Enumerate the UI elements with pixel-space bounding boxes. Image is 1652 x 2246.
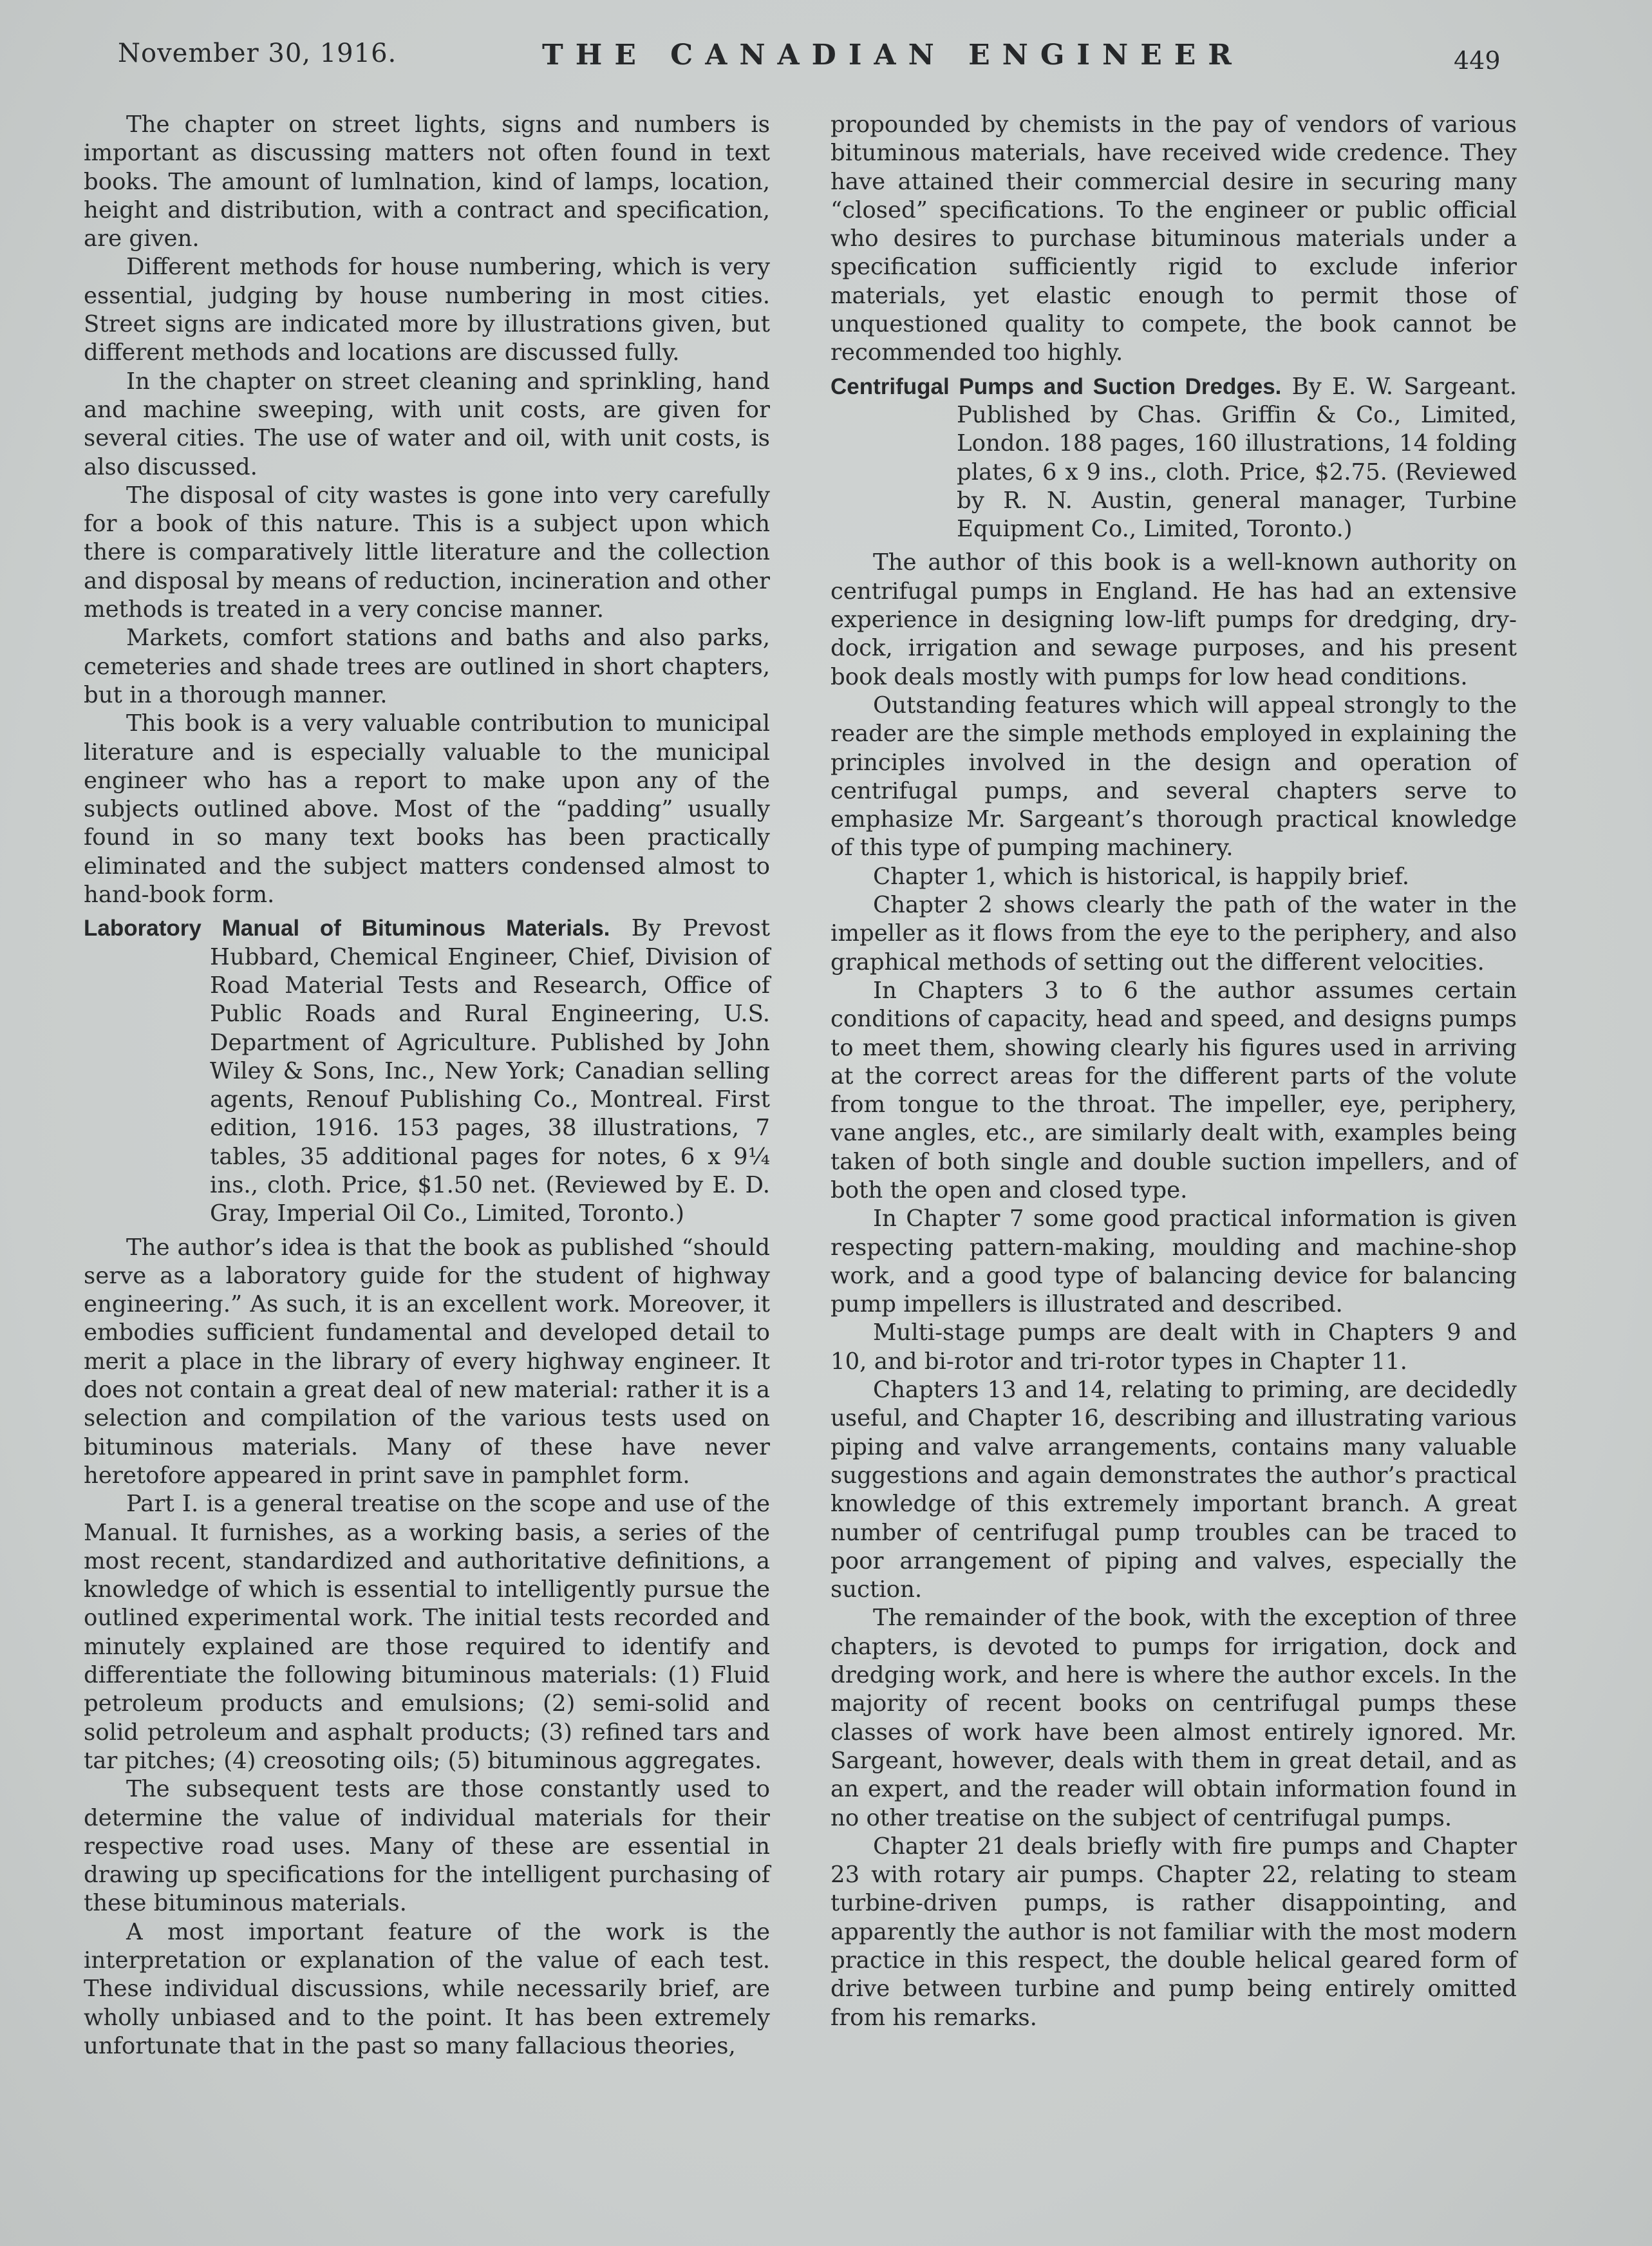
left-column [84,111,770,2061]
paragraph: The author of this book is a well-known authority on centrifugal pumps in England. He has had an extensive experience in designing low-lift pumps for dredging, dry-dock, irrigation and sewage purposes, and his present book deals mostly with pumps for low head conditions. [831,549,1517,690]
paragraph: Chapter 21 deals briefly with fire pumps and Chapter 23 with rotary air pumps. Chapter 22, relating to steam turbine-driven pumps, is rather disappointing, and apparently the author is not familiar with the most modern practice in this respect, the double helical geared form of drive between turbine and pump being entirely omitted from his remarks. [831,1833,1517,2031]
paragraph: Different methods for house numbering, which is very essential, judging by house numbering in most cities. Street signs are indicated more by illustrations given, but different methods and locations are discussed fully. [84,254,770,366]
paragraph: Outstanding features which will appeal strongly to the reader are the simple methods employed in explaining the principles involved in the design and operation of centrifugal pumps, and several chapters serve to emphasize Mr. Sargeant’s thorough practical knowledge of this type of pumping machinery. [831,692,1517,862]
paragraph: In the chapter on street cleaning and sprinkling, hand and machine sweeping, with unit costs, are given for several cities. The use of water and oil, with unit costs, is also discussed. [84,368,770,480]
book-review-heading [84,914,770,1228]
paragraph: Markets, comfort stations and baths and also parks, cemeteries and shade trees are outlined in short chapters, but in a thorough manner. [84,625,770,708]
book-title: Centrifugal Pumps and Suction Dredges. [831,373,1282,399]
paragraph: A most important feature of the work is the interpretation or explanation of the value of each test. These individual discussions, while necessarily brief, are wholly unbiased and to the point. It has been extremely unfortunate that in the past so many fallacious theories, [84,1918,770,2059]
paragraph: The author’s idea is that the book as published “should serve as a laboratory guide for the student of highway engineering.” As such, it is an excellent work. Moreover, it embodies sufficient fundamental and developed detail to merit a place in the library of every highway engineer. It does not contain a great deal of new material: rather it is a selection and compilation of the various tests used on bituminous materials. Many of these have never heretofore appeared in print save in pamphlet form. [84,1234,770,1489]
book-details: By Prevost Hubbard, Chemical Engineer, Chief, Division of Road Material Tests and Research, Office of Public Roads and Rural Engineering, U.S. Department of Agriculture. Published by John Wiley & Sons, Inc., New York; Canadian selling agents, Renouf Publishing Co., Montreal. First edition, 1916. 153 pages, 38 illustrations, 7 tables, 35 additional pages for notes, 6 x 9¼ ins., cloth. Price, $1.50 net. (Reviewed by E. D. Gray, Imperial Oil Co., Limited, Toronto.) [210,915,770,1227]
paragraph: Part I. is a general treatise on the scope and use of the Manual. It furnishes, as a working basis, a series of the most recent, standardized and authoritative definitions, a knowledge of which is essential to intelligently pursue the outlined experimental work. The initial tests recorded and minutely explained are those required to identify and differentiate the following bituminous materials: (1) Fluid petroleum products and emulsions; (2) semi-solid and solid petroleum and asphalt products; (3) refined tars and tar pitches; (4) creosoting oils; (5) bituminous aggregates. [84,1491,770,1774]
page-number: 449 [1454,46,1501,75]
paragraph: Chapters 13 and 14, relating to priming, are decidedly useful, and Chapter 16, describing and illustrating various piping and valve arrangements, contains many valuable suggestions and again demonstrates the author’s practical knowledge of this extremely important branch. A great number of centrifugal pump troubles can be traced to poor arrangement of piping and valves, especially the suction. [831,1377,1517,1603]
book-details: By E. W. Sargeant. Published by Chas. Griffin & Co., Limited, London. 188 pages, 160 illustrations, 14 folding plates, 6 x 9 ins., cloth. Price, $2.75. (Reviewed by R. N. Austin, general manager, Turbine Equipment Co., Limited, Toronto.) [957,373,1517,543]
running-header [0,36,1652,81]
paragraph: Chapter 1, which is historical, is happily brief. [873,863,1410,890]
right-column [831,111,1517,2032]
paragraph: The subsequent tests are those constantly used to determine the value of individual materials for their respective road uses. Many of these are essential in drawing up specifications for the intelligent purchasing of these bituminous materials. [84,1776,770,1917]
paragraph: Multi-stage pumps are dealt with in Chapters 9 and 10, and bi-rotor and tri-rotor types in Chapter 11. [831,1319,1517,1375]
paragraph-continued: propounded by chemists in the pay of vendors of various bituminous materials, have received wide credence. They have attained their commercial desire in securing many “closed” specifications. To the engineer or public official who desires to purchase bituminous materials under a specification sufficiently rigid to exclude inferior materials, yet elastic enough to permit those of unquestioned quality to compete, the book cannot be recommended too highly. [831,111,1517,366]
paragraph: Chapter 2 shows clearly the path of the water in the impeller as it flows from the eye to the periphery, and also graphical methods of setting out the different velocities. [831,892,1517,976]
journal-title: THE CANADIAN ENGINEER [542,39,1244,71]
paragraph: The chapter on street lights, signs and numbers is important as discussing matters not often found in text books. The amount of lumlnation, kind of lamps, location, height and distribution, with a contract and specification, are given. [84,111,770,252]
book-title: Laboratory Manual of Bituminous Materials. [84,916,610,941]
paragraph: In Chapters 3 to 6 the author assumes certain conditions of capacity, head and speed, and designs pumps to meet them, showing clearly his figures used in arriving at the correct areas for the different parts of the volute from tongue to the throat. The impeller, eye, periphery, vane angles, etc., are similarly dealt with, examples being taken of both single and double suction impellers, and of both the open and closed type. [831,977,1517,1203]
paragraph: In Chapter 7 some good practical information is given respecting pattern-making, moulding and machine-shop work, and a good type of balancing device for balancing pump impellers is illustrated and described. [831,1205,1517,1318]
paragraph: The remainder of the book, with the exception of three chapters, is devoted to pumps for irrigation, dock and dredging work, and here is where the author excels. In the majority of recent books on centrifugal pumps these classes of work have been almost entirely ignored. Mr. Sargeant, however, deals with them in great detail, and as an expert, and the reader will obtain information found in no other treatise on the subject of centrifugal pumps. [831,1605,1517,1831]
paragraph: This book is a very valuable contribution to municipal literature and is especially valuable to the municipal engineer who has a report to make upon any of the subjects outlined above. Most of the “padding” usually found in so many text books has been practically eliminated and the subject matters condensed almost to hand-book form. [84,710,770,909]
issue-date: November 30, 1916. [118,39,397,68]
book-review-heading [831,373,1517,544]
paragraph: The disposal of city wastes is gone into very carefully for a book of this nature. This is a subject upon which there is comparatively little literature and the collection and disposal by means of reduction, incineration and other methods is treated in a very concise manner. [84,482,770,623]
